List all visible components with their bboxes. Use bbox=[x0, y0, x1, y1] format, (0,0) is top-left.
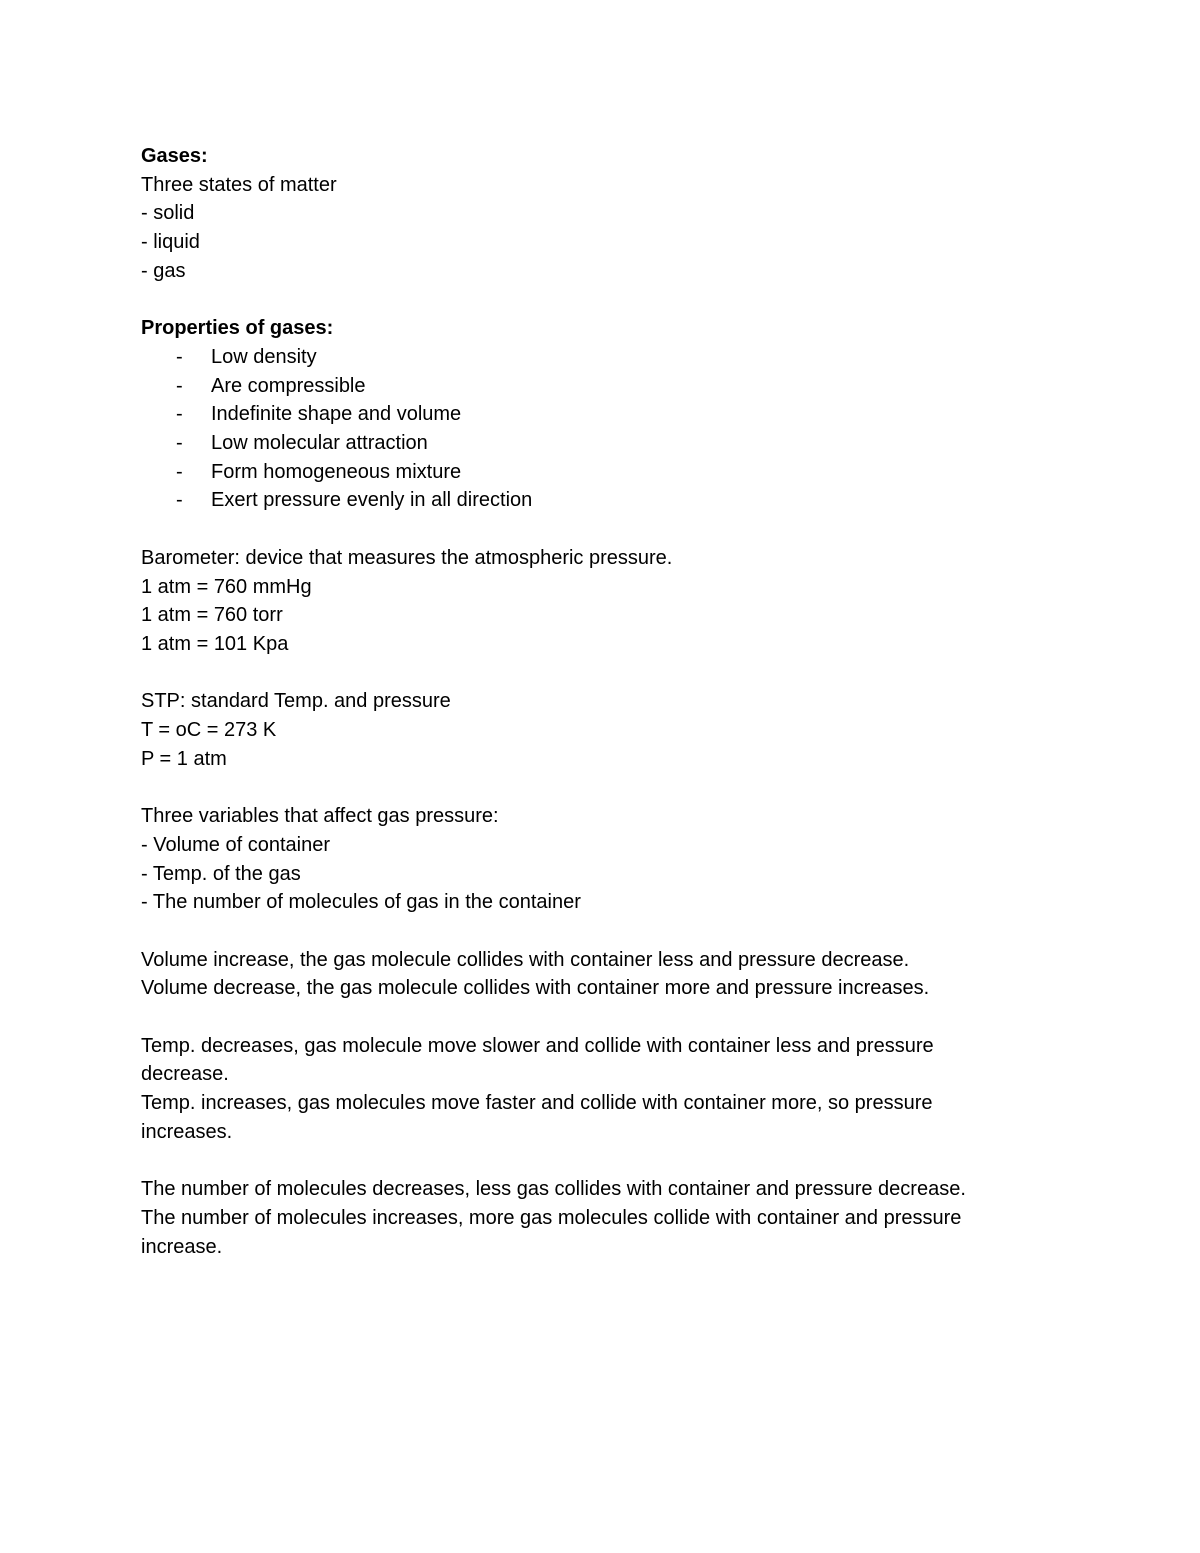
state-item: - gas bbox=[141, 259, 186, 282]
document-title: Gases: bbox=[141, 145, 208, 167]
volume-increase-text: Volume increase, the gas molecule collides with container less and pressure decrease. bbox=[141, 948, 910, 971]
spacer bbox=[141, 1003, 1061, 1032]
variable-item: - The number of molecules of gas in the container bbox=[141, 891, 581, 914]
temp-decrease-text: Temp. decreases, gas molecule move slower and collide with container less and pressure bbox=[141, 1034, 934, 1057]
dash-bullet: - bbox=[176, 460, 183, 483]
dash-bullet: - bbox=[176, 345, 183, 368]
property-text: Are compressible bbox=[211, 374, 366, 397]
spacer bbox=[141, 917, 1061, 946]
property-item bbox=[141, 400, 1061, 429]
dash-bullet: - bbox=[176, 489, 183, 512]
volume-decrease-text: Volume decrease, the gas molecule collides with container more and pressure increases. bbox=[141, 977, 930, 1000]
document-body bbox=[141, 142, 1061, 1261]
properties-heading: Properties of gases: bbox=[141, 317, 334, 340]
variable-item: - Temp. of the gas bbox=[141, 862, 301, 885]
molecules-increase-text: The number of molecules increases, more gas molecules collide with container and pressure bbox=[141, 1206, 962, 1229]
pressure-conversion: 1 atm = 760 mmHg bbox=[141, 575, 312, 598]
molecules-decrease-text: The number of molecules decreases, less gas collides with container and pressure decrease. bbox=[141, 1178, 966, 1201]
property-item bbox=[141, 343, 1061, 372]
temp-increase-text-cont: increases. bbox=[141, 1120, 233, 1143]
molecules-increase-text-cont: increase. bbox=[141, 1235, 223, 1258]
dash-bullet: - bbox=[176, 403, 183, 426]
spacer bbox=[141, 286, 1061, 315]
spacer bbox=[141, 1147, 1061, 1176]
state-item: - solid bbox=[141, 202, 195, 225]
pressure-conversion: 1 atm = 101 Kpa bbox=[141, 632, 289, 655]
variables-heading: Three variables that affect gas pressure: bbox=[141, 805, 499, 828]
property-item bbox=[141, 486, 1061, 515]
stp-pressure: P = 1 atm bbox=[141, 747, 227, 770]
temp-decrease-text-cont: decrease. bbox=[141, 1063, 229, 1086]
dash-bullet: - bbox=[176, 432, 183, 455]
property-text: Low density bbox=[211, 345, 317, 368]
barometer-definition: Barometer: device that measures the atmospheric pressure. bbox=[141, 546, 673, 569]
variable-item: - Volume of container bbox=[141, 833, 330, 856]
stp-temperature: T = oC = 273 K bbox=[141, 719, 277, 742]
property-text: Low molecular attraction bbox=[211, 432, 428, 455]
state-item: - liquid bbox=[141, 231, 200, 254]
pressure-conversion: 1 atm = 760 torr bbox=[141, 604, 283, 627]
spacer bbox=[141, 515, 1061, 544]
temp-increase-text: Temp. increases, gas molecules move faster and collide with container more, so pressure bbox=[141, 1092, 933, 1115]
property-item bbox=[141, 372, 1061, 401]
property-item bbox=[141, 429, 1061, 458]
property-text: Exert pressure evenly in all direction bbox=[211, 489, 533, 512]
property-item bbox=[141, 458, 1061, 487]
spacer bbox=[141, 659, 1061, 688]
spacer bbox=[141, 773, 1061, 802]
dash-bullet: - bbox=[176, 374, 183, 397]
stp-definition: STP: standard Temp. and pressure bbox=[141, 690, 451, 713]
property-text: Indefinite shape and volume bbox=[211, 403, 462, 426]
property-text: Form homogeneous mixture bbox=[211, 460, 462, 483]
states-heading: Three states of matter bbox=[141, 173, 337, 196]
